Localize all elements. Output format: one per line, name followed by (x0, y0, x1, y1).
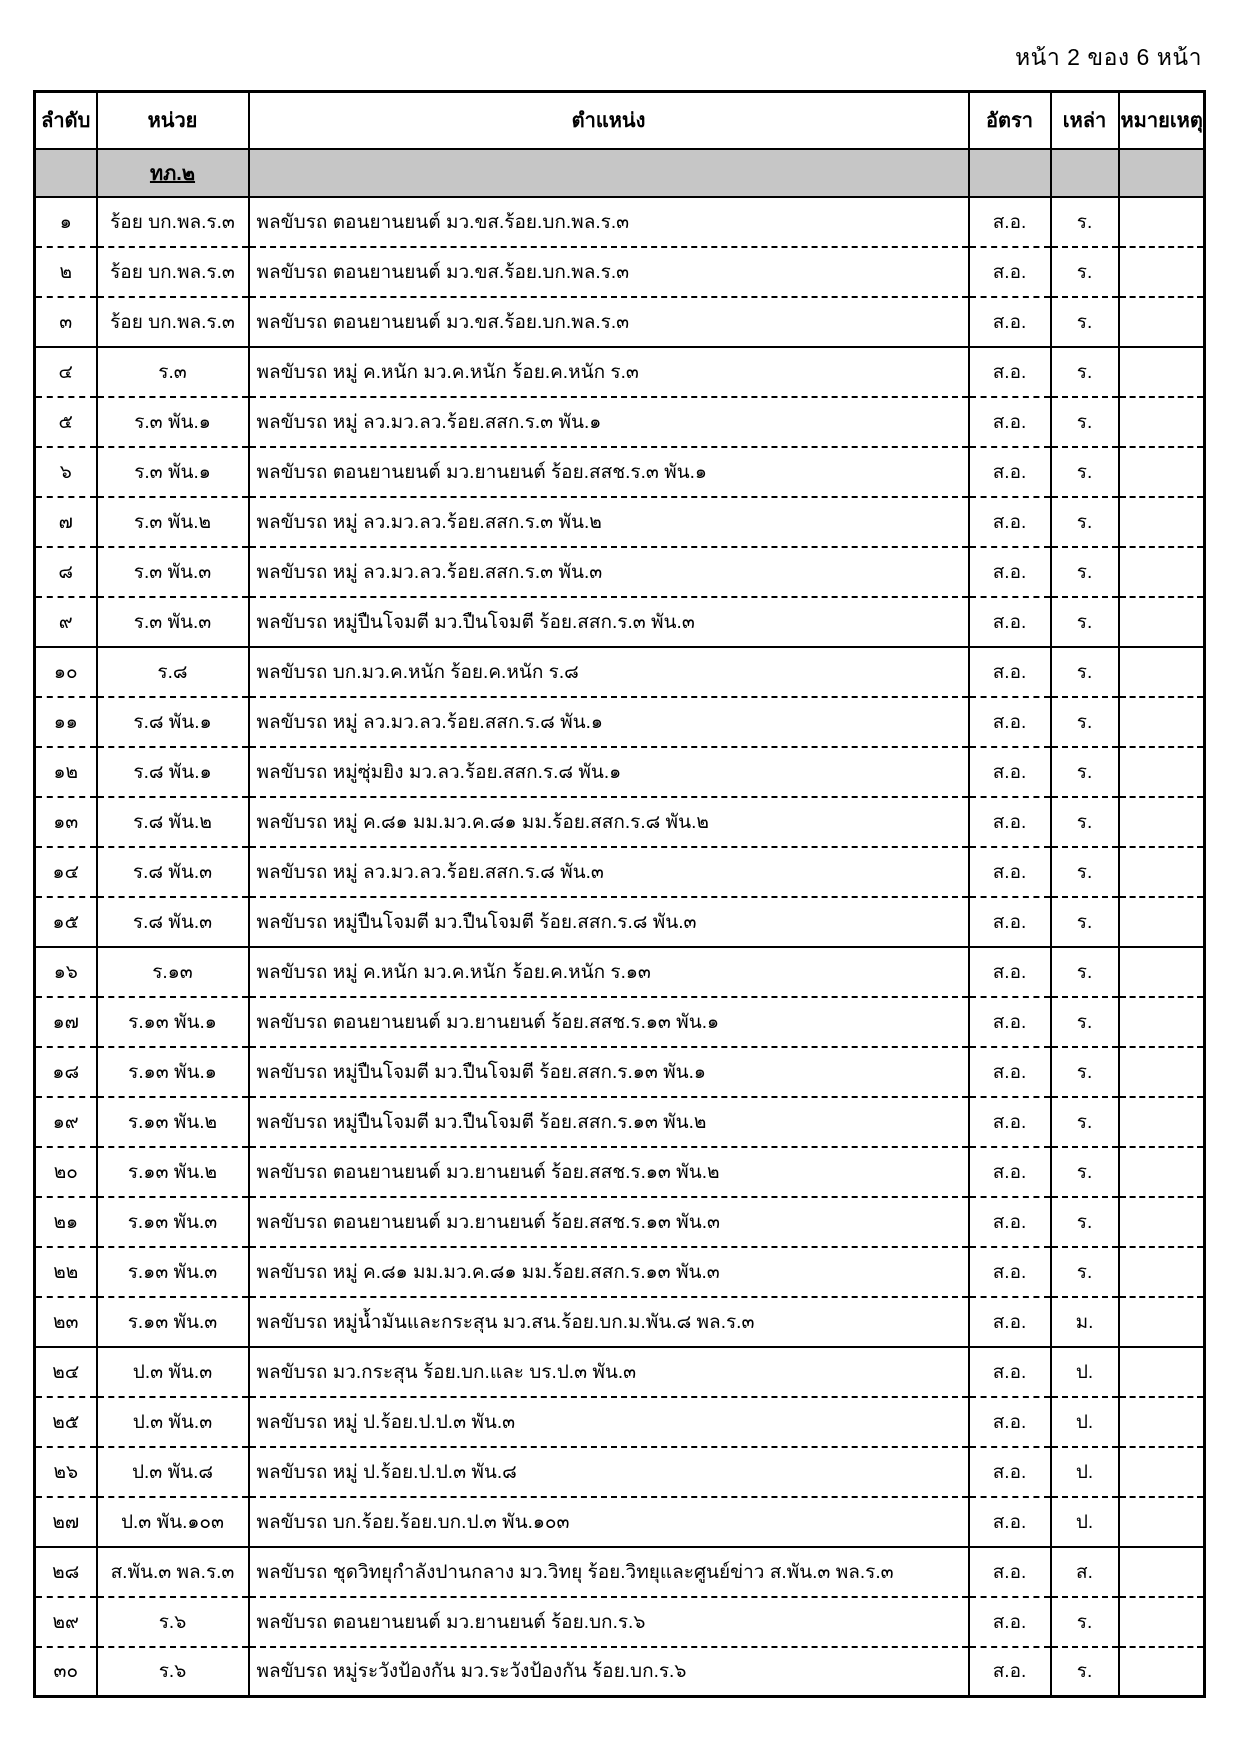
cell-no: ๒๒ (35, 1247, 97, 1297)
cell-remark (1119, 1297, 1205, 1347)
cell-no: ๒๑ (35, 1197, 97, 1247)
cell-no: ๘ (35, 547, 97, 597)
cell-remark (1119, 1547, 1205, 1597)
section-unit-label: ทภ.๒ (97, 149, 249, 197)
table-row (35, 797, 1205, 847)
table-row (35, 547, 1205, 597)
cell-position: พลขับรถ หมู่ ลว.มว.ลว.ร้อย.สสก.ร.๘ พัน.๑ (249, 697, 969, 747)
cell-branch: ร. (1051, 347, 1119, 397)
cell-no: ๑๐ (35, 647, 97, 697)
cell-rate: ส.อ. (969, 1347, 1051, 1397)
cell-unit: ร.๘ พัน.๒ (97, 797, 249, 847)
cell-rate: ส.อ. (969, 1547, 1051, 1597)
column-header-no: ลำดับ (35, 92, 97, 149)
cell-remark (1119, 347, 1205, 397)
cell-branch: ป. (1051, 1447, 1119, 1497)
cell-position: พลขับรถ บก.มว.ค.หนัก ร้อย.ค.หนัก ร.๘ (249, 647, 969, 697)
cell-no: ๒๐ (35, 1147, 97, 1197)
table-row (35, 1447, 1205, 1497)
cell-no: ๑ (35, 197, 97, 247)
table-row (35, 1147, 1205, 1197)
cell-position: พลขับรถ บก.ร้อย.ร้อย.บก.ป.๓ พัน.๑๐๓ (249, 1497, 969, 1547)
cell-rate: ส.อ. (969, 947, 1051, 997)
cell-branch: ร. (1051, 797, 1119, 847)
cell-rate: ส.อ. (969, 497, 1051, 547)
cell-branch: ม. (1051, 1297, 1119, 1347)
cell-no: ๒๗ (35, 1497, 97, 1547)
cell-unit: ร้อย บก.พล.ร.๓ (97, 247, 249, 297)
cell-rate: ส.อ. (969, 197, 1051, 247)
cell-remark (1119, 747, 1205, 797)
cell-position: พลขับรถ หมู่น้ำมันและกระสุน มว.สน.ร้อย.บก.ม.พัน.๘ พล.ร.๓ (249, 1297, 969, 1347)
cell-position: พลขับรถ หมู่ ป.ร้อย.ป.ป.๓ พัน.๘ (249, 1447, 969, 1497)
cell-no: ๒๖ (35, 1447, 97, 1497)
section-cell-empty (969, 149, 1051, 197)
cell-branch: ร. (1051, 597, 1119, 647)
cell-remark (1119, 1497, 1205, 1547)
cell-remark (1119, 1447, 1205, 1497)
table-row (35, 1097, 1205, 1147)
cell-branch: ร. (1051, 947, 1119, 997)
table-row (35, 197, 1205, 247)
cell-remark (1119, 1597, 1205, 1647)
cell-no: ๒๔ (35, 1347, 97, 1397)
cell-rate: ส.อ. (969, 397, 1051, 447)
cell-rate: ส.อ. (969, 597, 1051, 647)
cell-position: พลขับรถ มว.กระสุน ร้อย.บก.และ บร.ป.๓ พัน.๓ (249, 1347, 969, 1397)
cell-unit: ร.๑๓ พัน.๓ (97, 1247, 249, 1297)
table-row (35, 297, 1205, 347)
cell-rate: ส.อ. (969, 347, 1051, 397)
table-row (35, 1597, 1205, 1647)
cell-position: พลขับรถ หมู่ซุ่มยิง มว.ลว.ร้อย.สสก.ร.๘ พัน.๑ (249, 747, 969, 797)
column-header-unit: หน่วย (97, 92, 249, 149)
cell-unit: ร.๓ พัน.๒ (97, 497, 249, 547)
cell-unit: ร.๘ พัน.๑ (97, 697, 249, 747)
cell-unit: ร.๘ พัน.๓ (97, 897, 249, 947)
cell-branch: ร. (1051, 1247, 1119, 1297)
cell-position: พลขับรถ ชุดวิทยุกำลังปานกลาง มว.วิทยุ ร้อย.วิทยุและศูนย์ข่าว ส.พัน.๓ พล.ร.๓ (249, 1547, 969, 1597)
cell-unit: ร.๖ (97, 1597, 249, 1647)
cell-position: พลขับรถ หมู่ ลว.มว.ลว.ร้อย.สสก.ร.๓ พัน.๒ (249, 497, 969, 547)
cell-unit: ร.๓ พัน.๓ (97, 547, 249, 597)
cell-no: ๑๙ (35, 1097, 97, 1147)
cell-unit: ร.๑๓ พัน.๑ (97, 997, 249, 1047)
table-row (35, 1647, 1205, 1697)
cell-position: พลขับรถ ตอนยานยนต์ มว.ยานยนต์ ร้อย.สสช.ร.๓ พัน.๑ (249, 447, 969, 497)
cell-branch: ร. (1051, 447, 1119, 497)
cell-unit: ร.๓ พัน.๑ (97, 397, 249, 447)
cell-unit: ร.๓ พัน.๑ (97, 447, 249, 497)
cell-rate: ส.อ. (969, 1597, 1051, 1647)
cell-branch: ร. (1051, 1047, 1119, 1097)
cell-unit: ส.พัน.๓ พล.ร.๓ (97, 1547, 249, 1597)
cell-no: ๑๖ (35, 947, 97, 997)
cell-remark (1119, 1647, 1205, 1697)
table-row (35, 747, 1205, 797)
cell-position: พลขับรถ หมู่ปืนโจมตี มว.ปืนโจมตี ร้อย.สสก.ร.๓ พัน.๓ (249, 597, 969, 647)
cell-no: ๒๘ (35, 1547, 97, 1597)
cell-no: ๒๙ (35, 1597, 97, 1647)
cell-unit: ร.๘ พัน.๓ (97, 847, 249, 897)
cell-remark (1119, 1247, 1205, 1297)
cell-branch: ป. (1051, 1397, 1119, 1447)
cell-remark (1119, 897, 1205, 947)
cell-remark (1119, 1047, 1205, 1097)
section-cell-empty (249, 149, 969, 197)
cell-position: พลขับรถ หมู่ปืนโจมตี มว.ปืนโจมตี ร้อย.สสก.ร.๘ พัน.๓ (249, 897, 969, 947)
cell-no: ๔ (35, 347, 97, 397)
table-header (35, 92, 1205, 149)
cell-rate: ส.อ. (969, 547, 1051, 597)
position-table (33, 90, 1206, 1698)
cell-position: พลขับรถ หมู่ ค.หนัก มว.ค.หนัก ร้อย.ค.หนัก ร.๑๓ (249, 947, 969, 997)
cell-position: พลขับรถ ตอนยานยนต์ มว.ยานยนต์ ร้อย.สสช.ร.๑๓ พัน.๒ (249, 1147, 969, 1197)
table-row (35, 1497, 1205, 1547)
table-row (35, 1347, 1205, 1397)
cell-branch: ร. (1051, 1647, 1119, 1697)
table-row (35, 697, 1205, 747)
table-row (35, 347, 1205, 397)
cell-unit: ร.๘ พัน.๑ (97, 747, 249, 797)
cell-position: พลขับรถ หมู่ปืนโจมตี มว.ปืนโจมตี ร้อย.สสก.ร.๑๓ พัน.๑ (249, 1047, 969, 1097)
cell-no: ๓ (35, 297, 97, 347)
cell-branch: ร. (1051, 247, 1119, 297)
cell-rate: ส.อ. (969, 1397, 1051, 1447)
table-row (35, 1247, 1205, 1297)
cell-no: ๑๒ (35, 747, 97, 797)
cell-branch: ป. (1051, 1347, 1119, 1397)
table-row (35, 1297, 1205, 1347)
cell-position: พลขับรถ หมู่ระวังป้องกัน มว.ระวังป้องกัน ร้อย.บก.ร.๖ (249, 1647, 969, 1697)
cell-branch: ร. (1051, 1097, 1119, 1147)
table-row (35, 1547, 1205, 1597)
table-row (35, 897, 1205, 947)
cell-position: พลขับรถ ตอนยานยนต์ มว.ขส.ร้อย.บก.พล.ร.๓ (249, 297, 969, 347)
cell-position: พลขับรถ ตอนยานยนต์ มว.ขส.ร้อย.บก.พล.ร.๓ (249, 197, 969, 247)
cell-rate: ส.อ. (969, 1147, 1051, 1197)
cell-position: พลขับรถ ตอนยานยนต์ มว.ยานยนต์ ร้อย.สสช.ร.๑๓ พัน.๓ (249, 1197, 969, 1247)
header-row (35, 92, 1205, 149)
table-row (35, 647, 1205, 697)
cell-rate: ส.อ. (969, 1647, 1051, 1697)
cell-remark (1119, 447, 1205, 497)
table-row (35, 597, 1205, 647)
cell-rate: ส.อ. (969, 247, 1051, 297)
cell-rate: ส.อ. (969, 1047, 1051, 1097)
cell-unit: ป.๓ พัน.๑๐๓ (97, 1497, 249, 1547)
cell-branch: ร. (1051, 697, 1119, 747)
cell-branch: ร. (1051, 1597, 1119, 1647)
cell-unit: ร.๑๓ พัน.๒ (97, 1097, 249, 1147)
cell-remark (1119, 947, 1205, 997)
cell-rate: ส.อ. (969, 747, 1051, 797)
column-header-branch: เหล่า (1051, 92, 1119, 149)
cell-rate: ส.อ. (969, 797, 1051, 847)
cell-no: ๒๕ (35, 1397, 97, 1447)
table-body (35, 149, 1205, 1697)
cell-branch: ร. (1051, 1197, 1119, 1247)
cell-no: ๖ (35, 447, 97, 497)
cell-branch: ร. (1051, 197, 1119, 247)
cell-rate: ส.อ. (969, 1447, 1051, 1497)
cell-unit: ร้อย บก.พล.ร.๓ (97, 297, 249, 347)
cell-rate: ส.อ. (969, 1097, 1051, 1147)
cell-remark (1119, 397, 1205, 447)
cell-branch: ร. (1051, 397, 1119, 447)
cell-branch: ร. (1051, 547, 1119, 597)
cell-remark (1119, 997, 1205, 1047)
table-row (35, 247, 1205, 297)
cell-unit: ป.๓ พัน.๘ (97, 1447, 249, 1497)
cell-remark (1119, 547, 1205, 597)
cell-unit: ร.๑๓ พัน.๒ (97, 1147, 249, 1197)
cell-remark (1119, 1397, 1205, 1447)
table-row (35, 497, 1205, 547)
cell-remark (1119, 847, 1205, 897)
cell-branch: ร. (1051, 997, 1119, 1047)
cell-remark (1119, 797, 1205, 847)
cell-unit: ร.๘ (97, 647, 249, 697)
cell-remark (1119, 1347, 1205, 1397)
cell-remark (1119, 1147, 1205, 1197)
cell-unit: ร.๑๓ พัน.๓ (97, 1197, 249, 1247)
cell-remark (1119, 1197, 1205, 1247)
column-header-remark: หมายเหตุ (1119, 92, 1205, 149)
cell-rate: ส.อ. (969, 647, 1051, 697)
section-row (35, 149, 1205, 197)
cell-rate: ส.อ. (969, 297, 1051, 347)
table-row (35, 447, 1205, 497)
page-number-label: หน้า 2 ของ 6 หน้า (1014, 44, 1202, 70)
cell-remark (1119, 197, 1205, 247)
cell-rate: ส.อ. (969, 997, 1051, 1047)
cell-no: ๗ (35, 497, 97, 547)
table-row (35, 397, 1205, 447)
cell-remark (1119, 697, 1205, 747)
table-row (35, 1047, 1205, 1097)
cell-unit: ร.๑๓ พัน.๑ (97, 1047, 249, 1097)
cell-unit: ป.๓ พัน.๓ (97, 1347, 249, 1397)
cell-branch: ร. (1051, 897, 1119, 947)
cell-rate: ส.อ. (969, 1497, 1051, 1547)
table-row (35, 847, 1205, 897)
cell-no: ๑๕ (35, 897, 97, 947)
cell-rate: ส.อ. (969, 1197, 1051, 1247)
cell-no: ๓๐ (35, 1647, 97, 1697)
cell-remark (1119, 297, 1205, 347)
cell-remark (1119, 497, 1205, 547)
cell-no: ๒๓ (35, 1297, 97, 1347)
cell-position: พลขับรถ ตอนยานยนต์ มว.ขส.ร้อย.บก.พล.ร.๓ (249, 247, 969, 297)
cell-unit: ร.๑๓ (97, 947, 249, 997)
table-row (35, 997, 1205, 1047)
cell-position: พลขับรถ หมู่ ค.หนัก มว.ค.หนัก ร้อย.ค.หนัก ร.๓ (249, 347, 969, 397)
cell-remark (1119, 647, 1205, 697)
cell-unit: ป.๓ พัน.๓ (97, 1397, 249, 1447)
cell-no: ๑๗ (35, 997, 97, 1047)
cell-branch: ร. (1051, 497, 1119, 547)
cell-position: พลขับรถ ตอนยานยนต์ มว.ยานยนต์ ร้อย.สสช.ร.๑๓ พัน.๑ (249, 997, 969, 1047)
cell-branch: ร. (1051, 747, 1119, 797)
cell-branch: ร. (1051, 847, 1119, 897)
cell-remark (1119, 1097, 1205, 1147)
cell-position: พลขับรถ หมู่ ค.๘๑ มม.มว.ค.๘๑ มม.ร้อย.สสก.ร.๘ พัน.๒ (249, 797, 969, 847)
cell-unit: ร.๑๓ พัน.๓ (97, 1297, 249, 1347)
cell-rate: ส.อ. (969, 897, 1051, 947)
cell-rate: ส.อ. (969, 1247, 1051, 1297)
cell-position: พลขับรถ หมู่ ลว.มว.ลว.ร้อย.สสก.ร.๘ พัน.๓ (249, 847, 969, 897)
column-header-rate: อัตรา (969, 92, 1051, 149)
cell-unit: ร.๖ (97, 1647, 249, 1697)
cell-unit: ร.๓ พัน.๓ (97, 597, 249, 647)
cell-no: ๕ (35, 397, 97, 447)
cell-remark (1119, 247, 1205, 297)
cell-position: พลขับรถ หมู่ปืนโจมตี มว.ปืนโจมตี ร้อย.สสก.ร.๑๓ พัน.๒ (249, 1097, 969, 1147)
cell-branch: ป. (1051, 1497, 1119, 1547)
column-header-position: ตำแหน่ง (249, 92, 969, 149)
cell-position: พลขับรถ หมู่ ป.ร้อย.ป.ป.๓ พัน.๓ (249, 1397, 969, 1447)
cell-no: ๙ (35, 597, 97, 647)
cell-branch: ส. (1051, 1547, 1119, 1597)
cell-no: ๑๔ (35, 847, 97, 897)
table-row (35, 947, 1205, 997)
cell-no: ๑๘ (35, 1047, 97, 1097)
cell-branch: ร. (1051, 647, 1119, 697)
cell-branch: ร. (1051, 297, 1119, 347)
cell-position: พลขับรถ ตอนยานยนต์ มว.ยานยนต์ ร้อย.บก.ร.๖ (249, 1597, 969, 1647)
cell-unit: ร.๓ (97, 347, 249, 397)
cell-rate: ส.อ. (969, 847, 1051, 897)
cell-no: ๑๓ (35, 797, 97, 847)
section-cell-empty (35, 149, 97, 197)
cell-position: พลขับรถ หมู่ ลว.มว.ลว.ร้อย.สสก.ร.๓ พัน.๓ (249, 547, 969, 597)
cell-branch: ร. (1051, 1147, 1119, 1197)
cell-rate: ส.อ. (969, 447, 1051, 497)
table-row (35, 1397, 1205, 1447)
section-cell-empty (1119, 149, 1205, 197)
cell-rate: ส.อ. (969, 697, 1051, 747)
cell-rate: ส.อ. (969, 1297, 1051, 1347)
section-cell-empty (1051, 149, 1119, 197)
cell-no: ๑๑ (35, 697, 97, 747)
cell-no: ๒ (35, 247, 97, 297)
cell-unit: ร้อย บก.พล.ร.๓ (97, 197, 249, 247)
cell-position: พลขับรถ หมู่ ค.๘๑ มม.มว.ค.๘๑ มม.ร้อย.สสก.ร.๑๓ พัน.๓ (249, 1247, 969, 1297)
cell-remark (1119, 597, 1205, 647)
table-row (35, 1197, 1205, 1247)
cell-position: พลขับรถ หมู่ ลว.มว.ลว.ร้อย.สสก.ร.๓ พัน.๑ (249, 397, 969, 447)
